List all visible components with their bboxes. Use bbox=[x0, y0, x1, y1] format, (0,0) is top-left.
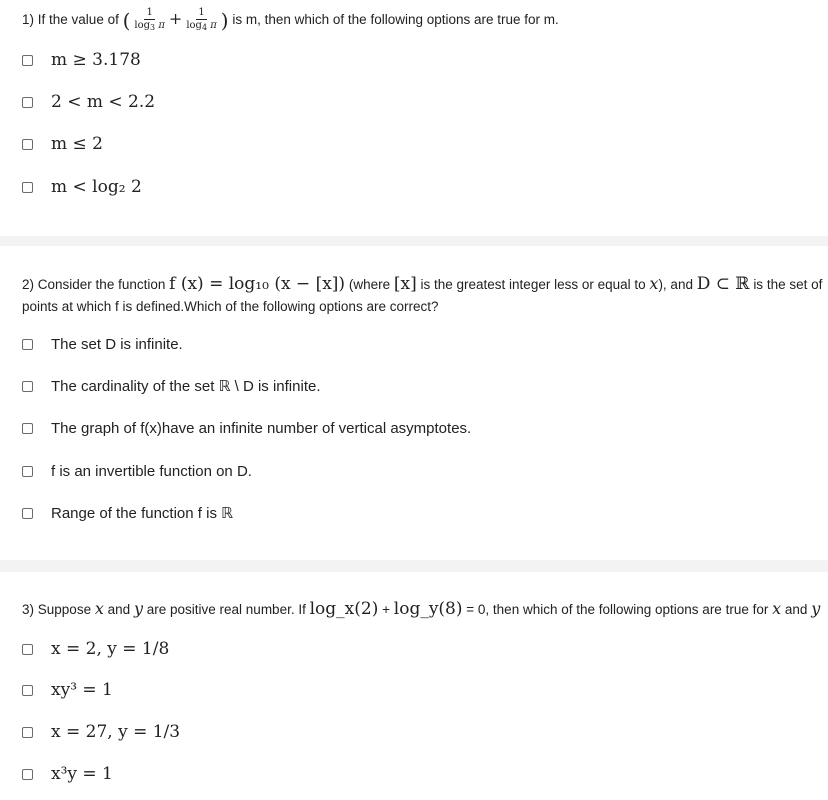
option-label: 2 < m < 2.2 bbox=[51, 92, 156, 112]
option-label: The graph of f(x)have an infinite number of vertical asymptotes. bbox=[51, 419, 472, 437]
option-label: x = 27, y = 1/3 bbox=[51, 722, 181, 742]
option-3-2[interactable] bbox=[22, 679, 113, 701]
checkbox[interactable] bbox=[22, 769, 33, 780]
option-label: x³y = 1 bbox=[51, 764, 113, 784]
question-number: 1) bbox=[22, 12, 35, 27]
question-2-line-2: points at which f is defined.Which of the following options are correct? bbox=[22, 299, 439, 314]
checkbox[interactable] bbox=[22, 685, 33, 696]
question-tail: is m, then which of the following options are true for m. bbox=[232, 12, 559, 27]
option-1-2[interactable] bbox=[22, 91, 155, 113]
checkbox[interactable] bbox=[22, 139, 33, 150]
option-label: f is an invertible function on D. bbox=[51, 462, 252, 480]
option-3-4[interactable] bbox=[22, 763, 113, 785]
question-2-text: 2) Consider the function f (x) = log₁₀ (x − [x]) (where [x] is the greatest integer less or equal to x), and D ⊂ ℝ is the set of points at which f is defined.Which of the following options are correct? bbox=[22, 273, 822, 318]
option-label: The cardinality of the set ℝ \ D is infinite. bbox=[51, 378, 321, 395]
option-1-1[interactable] bbox=[22, 49, 141, 71]
checkbox[interactable] bbox=[22, 339, 33, 350]
option-label: Range of the function f is ℝ bbox=[51, 505, 233, 522]
question-3-text: 3) Suppose x and y are positive real number. If log_x(2) + log_y(8) = 0, then which of the following options are true for x and y bbox=[22, 599, 821, 619]
question-card-3 bbox=[0, 572, 828, 800]
question-card-1 bbox=[0, 0, 828, 236]
checkbox[interactable] bbox=[22, 381, 33, 392]
option-1-3[interactable] bbox=[22, 133, 103, 155]
option-label: x = 2, y = 1/8 bbox=[51, 639, 170, 659]
checkbox[interactable] bbox=[22, 182, 33, 193]
option-2-5[interactable] bbox=[22, 502, 233, 524]
option-2-3[interactable] bbox=[22, 417, 471, 439]
option-2-4[interactable] bbox=[22, 460, 252, 482]
fraction-2: $\frac{1}{\log_4 \pi}$ bbox=[186, 7, 217, 33]
fraction-1: $\frac{1}{\log_3 \pi}$ bbox=[134, 7, 165, 33]
question-intro: If the value of bbox=[37, 12, 119, 27]
checkbox[interactable] bbox=[22, 644, 33, 655]
option-2-1[interactable] bbox=[22, 333, 183, 355]
option-3-3[interactable] bbox=[22, 721, 180, 743]
option-3-1[interactable] bbox=[22, 638, 169, 660]
checkbox[interactable] bbox=[22, 466, 33, 477]
question-card-2 bbox=[0, 246, 828, 560]
option-label: xy³ = 1 bbox=[51, 680, 113, 700]
checkbox[interactable] bbox=[22, 97, 33, 108]
question-1-text: 1) If the value of ( $\frac{1}{\log_3 \pi}$ + $\frac{1}{\log_4 \pi}$ ) is m, then which of the following options are true for m. bbox=[22, 7, 559, 33]
option-1-4[interactable] bbox=[22, 176, 142, 198]
checkbox[interactable] bbox=[22, 55, 33, 66]
checkbox[interactable] bbox=[22, 508, 33, 519]
checkbox[interactable] bbox=[22, 423, 33, 434]
option-label: m ≥ 3.178 bbox=[51, 50, 141, 70]
checkbox[interactable] bbox=[22, 727, 33, 738]
function-definition: f (x) = log₁₀ (x − [x]) bbox=[169, 274, 346, 294]
option-label: The set D is infinite. bbox=[51, 335, 183, 353]
option-label: m < log₂ 2 bbox=[51, 177, 142, 197]
option-2-2[interactable] bbox=[22, 375, 321, 397]
option-label: m ≤ 2 bbox=[51, 134, 103, 154]
